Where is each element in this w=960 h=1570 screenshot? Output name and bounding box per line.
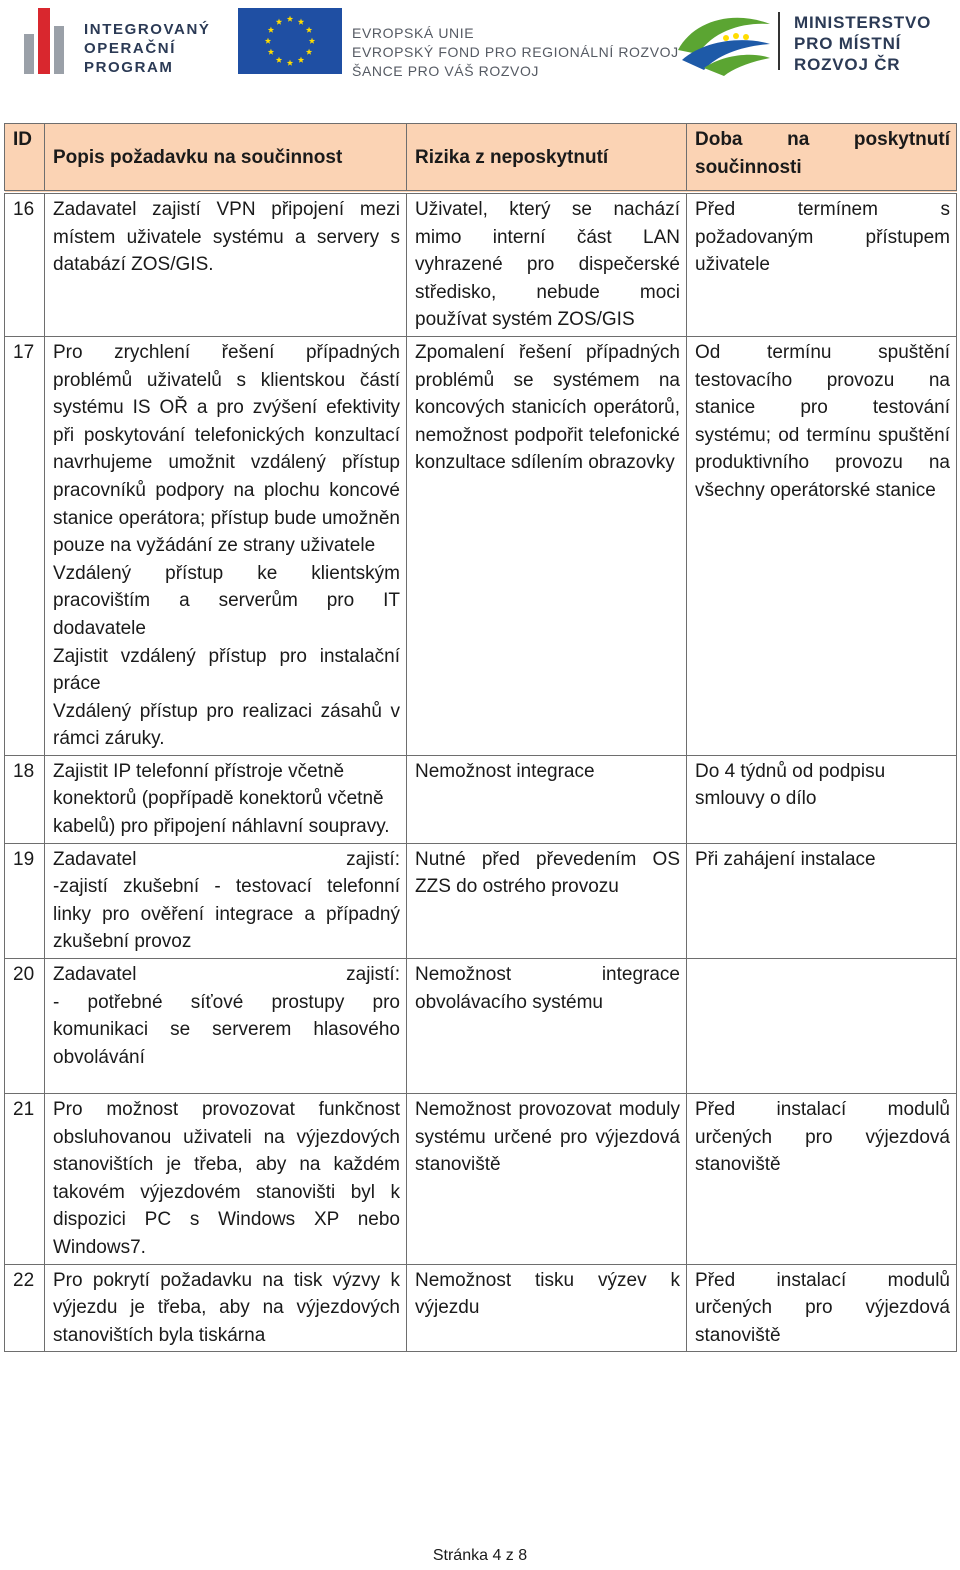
row-description <box>45 959 407 1094</box>
description-paragraph: Pro zrychlení řešení případných problémů uživatelů s klientskou částí systému IS OŘ a pro zvýšení efektivity při poskytování telefonických konzultací navrhujeme umožnit vzdálený přístup pracovníků podpory na plochu koncové stanice operátora; přístup bude umožněn pouze na vyžádání ze strany uživatele <box>53 341 400 557</box>
row-description <box>45 336 407 755</box>
table-row <box>5 1264 957 1352</box>
eu-logo-text: EVROPSKÁ UNIE EVROPSKÝ FOND PRO REGIONÁLNÍ ROZVOJ ŠANCE PRO VÁŠ ROZVOJ <box>352 25 679 79</box>
row-description: Pro možnost provozovat funkčnost obsluhovanou uživateli na výjezdových stanovištích je třeba, aby na každém takovém výjezdovém stanovišti byl k dispozici PC s Windows XP nebo Windows7. <box>45 1094 407 1265</box>
page-number: Stránka 4 z 8 <box>432 1547 528 1564</box>
row-time: Při zahájení instalace <box>687 843 957 958</box>
row-description <box>45 843 407 958</box>
row-risks: Nemožnost tisku výzev k výjezdu <box>407 1264 687 1352</box>
row-time: Před termínem s požadovaným přístupem uživatele <box>687 192 957 336</box>
table-row <box>5 959 957 1094</box>
row-id: 19 <box>5 843 45 958</box>
row-id: 21 <box>5 1094 45 1265</box>
table-row <box>5 336 957 755</box>
header-description: Popis požadavku na součinnost <box>45 124 407 193</box>
row-risks: Zpomalení řešení případných problémů se systémem na koncových stanicích operátorů, nemožnost podpořit telefonické konzultace sdílením obrazovky <box>407 336 687 755</box>
row-risks: Nemožnost provozovat moduly systému určené pro výjezdová stanoviště <box>407 1094 687 1265</box>
iop-logo-bars <box>24 8 76 74</box>
logo-bar <box>0 0 960 90</box>
header-id: ID <box>5 124 45 193</box>
iop-logo-text: INTEGROVANÝ OPERAČNÍ PROGRAM <box>84 21 211 76</box>
row-id: 17 <box>5 336 45 755</box>
row-time: Od termínu spuštění testovacího provozu na stanice pro testování systému; od termínu spuštění produktivního provozu na všechny operátorské stanice <box>687 336 957 755</box>
row-risks: Nemožnost integrace obvolávacího systému <box>407 959 687 1094</box>
header-time: Doba na poskytnutí součinnosti <box>687 124 957 193</box>
table-header-row <box>5 124 957 193</box>
row-time: Do 4 týdnů od podpisu smlouvy o dílo <box>687 755 957 843</box>
row-description: Pro pokrytí požadavku na tisk výzvy k výjezdu je třeba, aby na výjezdových stanovištích byla tiskárna <box>45 1264 407 1352</box>
table-row <box>5 192 957 336</box>
table-row <box>5 843 957 958</box>
ministry-logo-icon <box>674 10 774 76</box>
table-row <box>5 1094 957 1265</box>
row-risks: Uživatel, který se nachází mimo interní část LAN vyhrazené pro dispečerské středisko, nebude moci používat systém ZOS/GIS <box>407 192 687 336</box>
row-time: Před instalací modulů určených pro výjezdová stanoviště <box>687 1094 957 1265</box>
row-risks: Nutné před převedením OS ZZS do ostrého provozu <box>407 843 687 958</box>
header-risks: Rizika z neposkytnutí <box>407 124 687 193</box>
description-paragraph: - potřebné síťové prostupy pro komunikaci se serverem hlasového obvolávání <box>53 991 400 1068</box>
description-paragraph: Vzdálený přístup ke klientským pracovištím a serverům pro IT dodavatele <box>53 562 400 639</box>
iop-logo <box>24 6 214 74</box>
row-time <box>687 959 957 1094</box>
description-paragraph: Vzdálený přístup pro realizaci zásahů v rámci záruky. <box>53 700 400 750</box>
row-description: Zajistit IP telefonní přístroje včetně konektorů (popřípadě konektorů včetně kabelů) pro připojení náhlavní soupravy. <box>45 755 407 843</box>
description-paragraph: -zajistí zkušební - testovací telefonní linky pro ověření integrace a případný zkušební provoz <box>53 876 400 953</box>
row-id: 20 <box>5 959 45 1094</box>
table-row <box>5 755 957 843</box>
row-id: 22 <box>5 1264 45 1352</box>
eu-flag-icon <box>238 8 342 74</box>
row-id: 16 <box>5 192 45 336</box>
description-paragraph: Zajistit vzdálený přístup pro instalační práce <box>53 645 400 695</box>
ministry-logo-text: MINISTERSTVO PRO MÍSTNÍ ROZVOJ ČR <box>794 13 932 74</box>
requirements-table <box>4 123 957 1352</box>
description-paragraph: Zadavatel zajistí: <box>53 964 400 986</box>
row-time: Před instalací modulů určených pro výjezdová stanoviště <box>687 1264 957 1352</box>
row-description <box>45 192 407 336</box>
row-risks: Nemožnost integrace <box>407 755 687 843</box>
description-paragraph: Zadavatel zajistí VPN připojení mezi místem uživatele systému a servery s databází ZOS/GIS. <box>53 199 400 276</box>
row-id: 18 <box>5 755 45 843</box>
ministry-logo-divider <box>778 12 780 70</box>
description-paragraph: Zadavatel zajistí: <box>53 848 400 870</box>
